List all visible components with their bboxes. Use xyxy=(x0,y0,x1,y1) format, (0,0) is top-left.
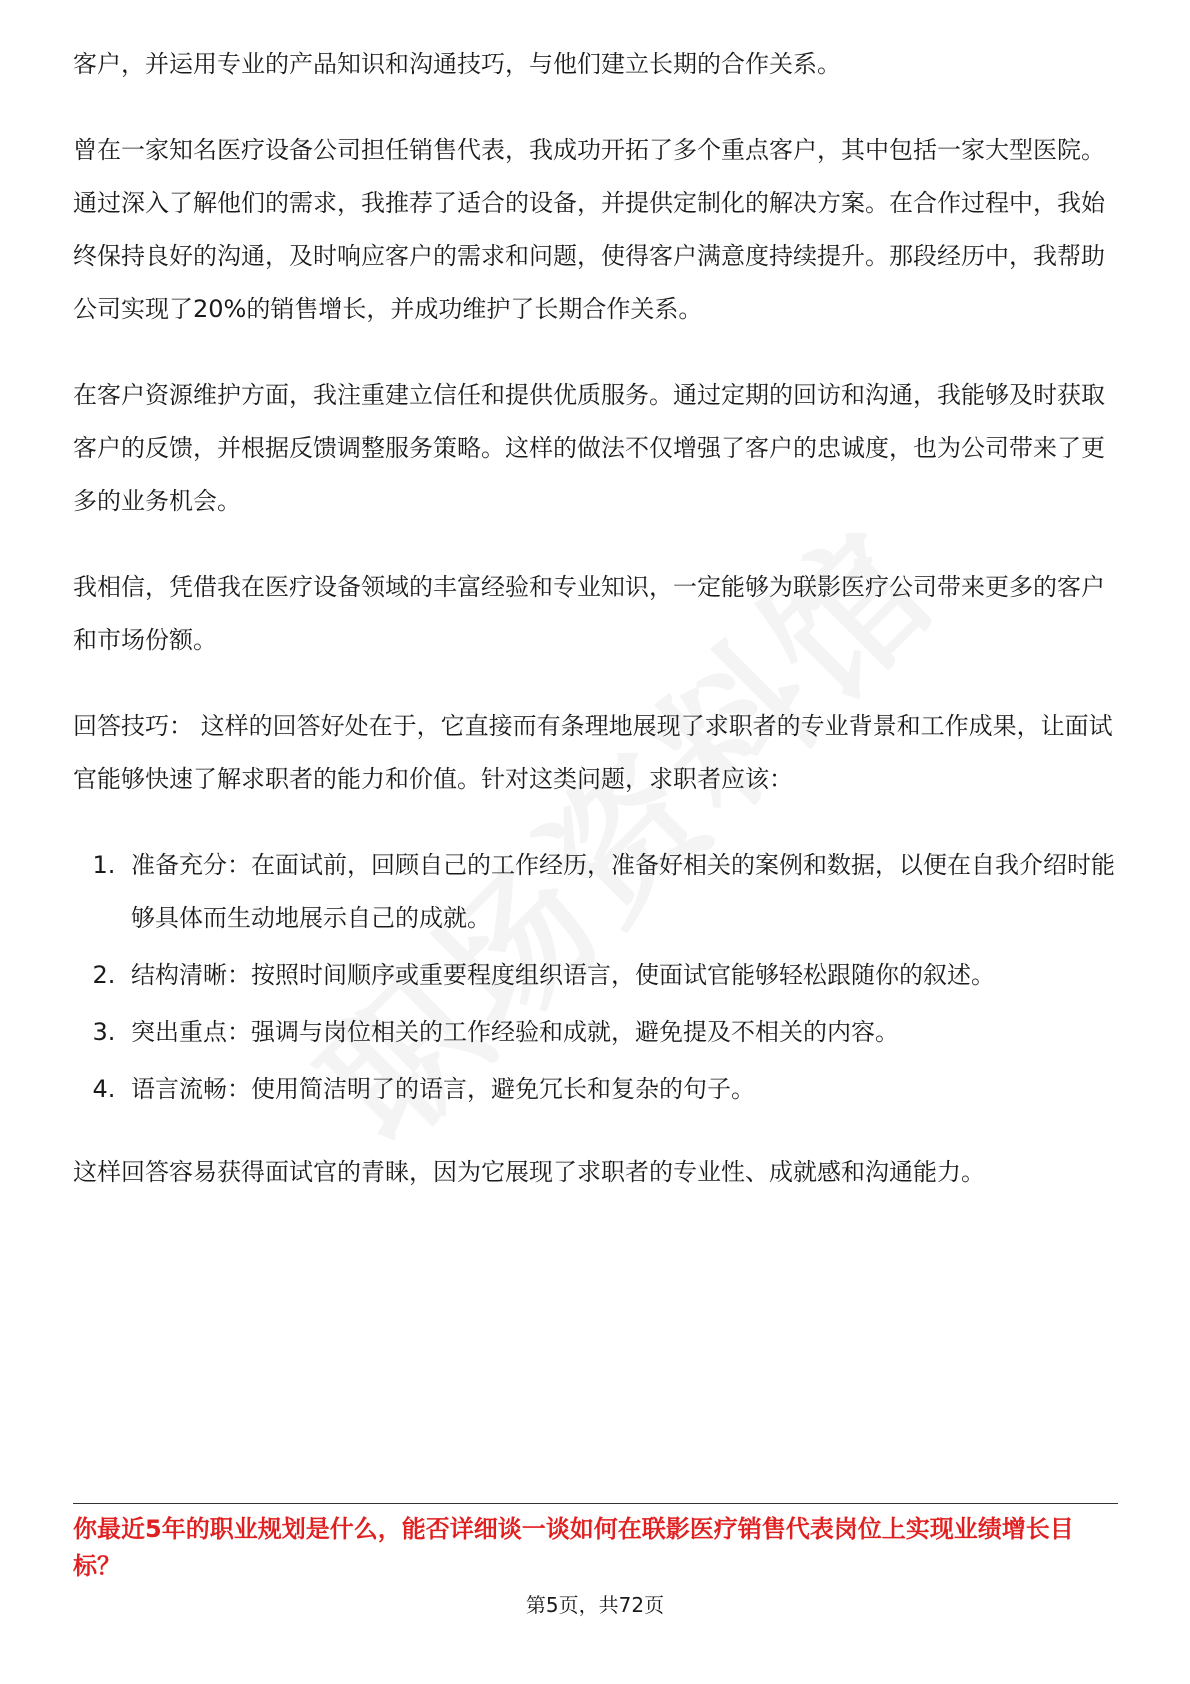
paragraph-answer-tips: 回答技巧： 这样的回答好处在于，它直接而有条理地展现了求职者的专业背景和工作成果，让面试官能够快速了解求职者的能力和价值。针对这类问题，求职者应该： xyxy=(73,712,1113,793)
page-number: 第5页，共72页 xyxy=(525,1593,665,1617)
divider xyxy=(73,1503,1118,1504)
paragraph-experience: 曾在一家知名医疗设备公司担任销售代表，我成功开拓了多个重点客户，其中包括一家大型医院。通过深入了解他们的需求，我推荐了适合的设备，并提供定制化的解决方案。在合作过程中，我始终保持良好的沟通，及时响应客户的需求和问题，使得客户满意度持续提升。那段经历中，我帮助公司实现了20%的销售增长，并成功维护了长期合作关系。 xyxy=(73,136,1105,323)
paragraph-belief: 我相信，凭借我在医疗设备领域的丰富经验和专业知识，一定能够为联影医疗公司带来更多的客户和市场份额。 xyxy=(73,573,1105,654)
list-item: 4. 语言流畅：使用简洁明了的语言，避免冗长和复杂的句子。 xyxy=(123,1063,1118,1116)
paragraph-intro-continued: 客户，并运用专业的产品知识和沟通技巧，与他们建立长期的合作关系。 xyxy=(73,50,841,78)
list-item: 1. 准备充分：在面试前，回顾自己的工作经历，准备好相关的案例和数据，以便在自我介绍时能够具体而生动地展示自己的成就。 xyxy=(123,839,1118,945)
tips-list xyxy=(73,839,1118,1116)
document-body xyxy=(73,38,1118,1232)
paragraph-client-maintenance: 在客户资源维护方面，我注重建立信任和提供优质服务。通过定期的回访和沟通，我能够及时获取客户的反馈，并根据反馈调整服务策略。这样的做法不仅增强了客户的忠诚度，也为公司带来了更多的业务机会。 xyxy=(73,381,1105,515)
list-item: 2. 结构清晰：按照时间顺序或重要程度组织语言，使面试官能够轻松跟随你的叙述。 xyxy=(123,949,1118,1002)
paragraph-conclusion: 这样回答容易获得面试官的青睐，因为它展现了求职者的专业性、成就感和沟通能力。 xyxy=(73,1158,985,1186)
next-question-heading: 你最近5年的职业规划是什么，能否详细谈一谈如何在联影医疗销售代表岗位上实现业绩增长目标？ xyxy=(73,1515,1074,1580)
list-item: 3. 突出重点：强调与岗位相关的工作经验和成就，避免提及不相关的内容。 xyxy=(123,1006,1118,1059)
